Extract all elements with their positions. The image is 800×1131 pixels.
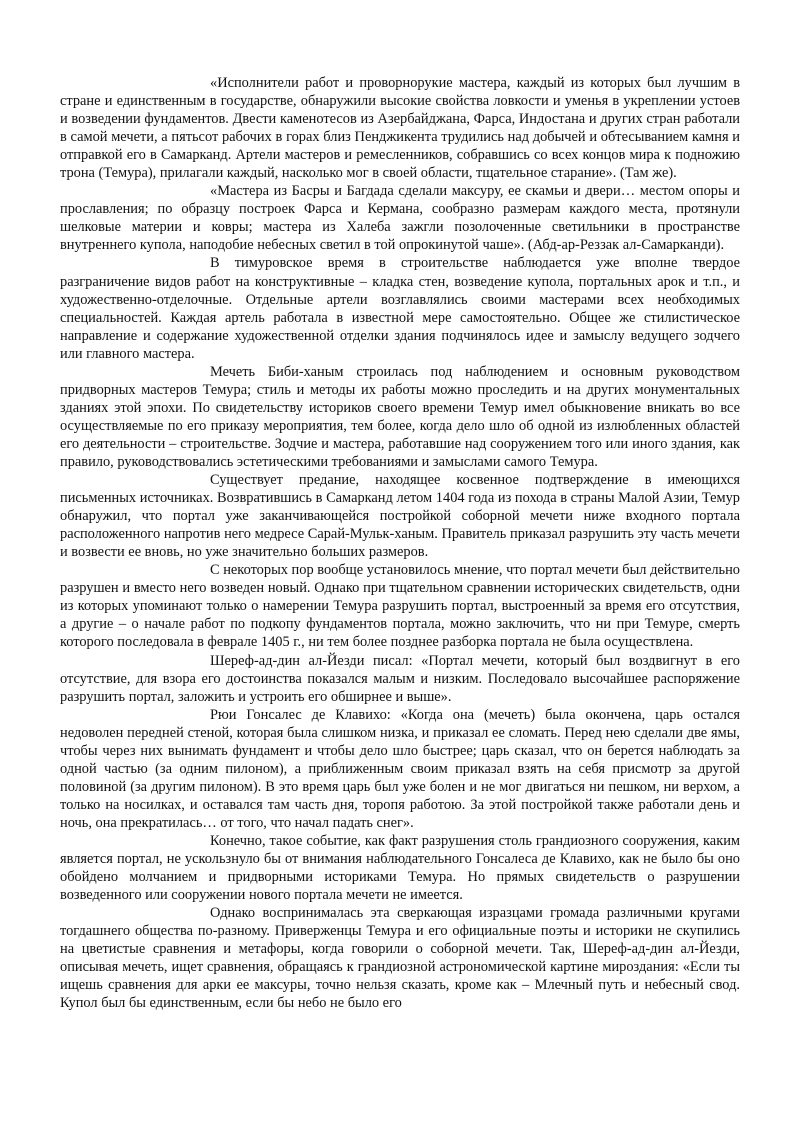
paragraph-6: С некоторых пор вообще установилось мнение, что портал мечети был действительно разрушен и вместо него возведен новый. Однако при тщательном сравнении исторических свидетельств, одни из которых упоминают только о намерении Темура разрушить портал, выстроенный за время его отсутствия, а другие – о начале работ по подкопу фундаментов портала, можно заключить, что ни при Темуре, смерть которого последовала в феврале 1405 г., ни тем более позднее разборка портала не была осуществлена. bbox=[60, 562, 740, 651]
paragraph-5: Существует предание, находящее косвенное подтверждение в имеющихся письменных источниках. Возвратившись в Самарканд летом 1404 года из похода в страны Малой Азии, Темур обнаружил, что портал уже заканчивающейся постройкой соборной мечети ниже входного портала расположенного напротив него медресе Сарай-Мульк-ханым. Правитель приказал разрушить эту часть мечети и возвести ее вновь, но уже значительно больших размеров. bbox=[60, 472, 740, 561]
paragraph-1: «Исполнители работ и проворнорукие мастера, каждый из которых был лучшим в стране и единственным в государстве, обнаружили высокие свойства ловкости и уменья в укреплении устоев и возведении фундаментов. Двести каменотесов из Азербайджана, Фарса, Индостана и других стран работали в самой мечети, а пятьсот рабочих в горах близ Пенджикента трудились над добычей и обтесыванием камня и отправкой его в Самарканд. Артели мастеров и ремесленников, собравшись со всех концов мира к подножию трона (Темура), прилагали каждый, насколько мог в своей области, тщательное старание». (Там же). bbox=[60, 75, 740, 182]
paragraph-8: Рюи Гонсалес де Клавихо: «Когда она (мечеть) была окончена, царь остался недоволен передней стеной, которая была слишком низка, и приказал ее сломать. Перед нею сделали две ямы, чтобы через них вынимать фундамент и чтобы дело шло быстрее; царь сказал, что он берется наблюдать за одной частью (за одним пилоном), а приближенным своим приказал взять на себя присмотр за другой половиной (за другим пилоном). В это время царь был уже болен и не мог двигаться ни пешком, ни верхом, а только на носилках, и оставался там часть дня, торопя работою. За этой постройкой также работали день и ночь, она прекратилась… от того, что начал падать снег». bbox=[60, 706, 740, 831]
document-page bbox=[60, 74, 740, 1012]
paragraph-10: Однако воспринималась эта сверкающая изразцами громада различными кругами тогдашнего общества по-разному. Приверженцы Темура и его официальные поэты и историки не скупились на цветистые сравнения и метафоры, когда говорили о соборной мечети. Так, Шереф-ад-дин ал-Йезди, описывая мечеть, ищет сравнения, обращаясь к грандиозной астрономической картине мироздания: «Если ты ищешь сравнения для арки ее максуры, точно нельзя сказать, кроме как – Млечный путь и небесный свод. Купол был бы единственным, если бы небо не было его bbox=[60, 905, 740, 1012]
paragraph-3: В тимуровское время в строительстве наблюдается уже вполне твердое разграничение видов работ на конструктивные – кладка стен, возведение купола, портальных арок и т.п., и художественно-отделочные. Отдельные артели возглавлялись своими мастерами всех необходимых специальностей. Каждая артель работала в известной мере самостоятельно. Общее же стилистическое направление и содержание художественной отделки здания подчинялось идее и замыслу ведущего зодчего или главного мастера. bbox=[60, 255, 740, 362]
paragraph-9: Конечно, такое событие, как факт разрушения столь грандиозного сооружения, каким является портал, не ускользнуло бы от внимания наблюдательного Гонсалеса де Клавихо, как не было бы оно обойдено молчанием и придворными историками Темура. Но прямых свидетельств о разрушении возведенного или сооружении нового портала мечети не имеется. bbox=[60, 832, 740, 904]
paragraph-4: Мечеть Биби-ханым строилась под наблюдением и основным руководством придворных мастеров Темура; стиль и методы их работы можно проследить и на других монументальных зданиях этой эпохи. По свидетельству историков своего времени Темур имел обыкновение вникать во все осуществляемые по его приказу мероприятия, тем более, когда дело шло об одной из излюбленных областей его деятельности – строительстве. Зодчие и мастера, работавшие над сооружением того или иного здания, как правило, руководствовались эстетическими требованиями и замыслами самого Темура. bbox=[60, 363, 740, 470]
paragraph-2: «Мастера из Басры и Багдада сделали максуру, ее скамьи и двери… местом опоры и прославления; по образцу построек Фарса и Кермана, сообразно размерам каждого места, протянули шелковые материи и ковры; мастера из Халеба зажгли позолоченные светильники в пространстве внутреннего купола, наподобие небесных светил в той опрокинутой чаше». (Абд-ар-Реззак ал-Самарканди). bbox=[60, 183, 740, 254]
paragraph-7: Шереф-ад-дин ал-Йезди писал: «Портал мечети, который был воздвигнут в его отсутствие, для взора его достоинства показался малым и низким. Последовало высочайшее распоряжение разрушить портал, заложить и устроить его обширнее и выше». bbox=[60, 652, 740, 705]
